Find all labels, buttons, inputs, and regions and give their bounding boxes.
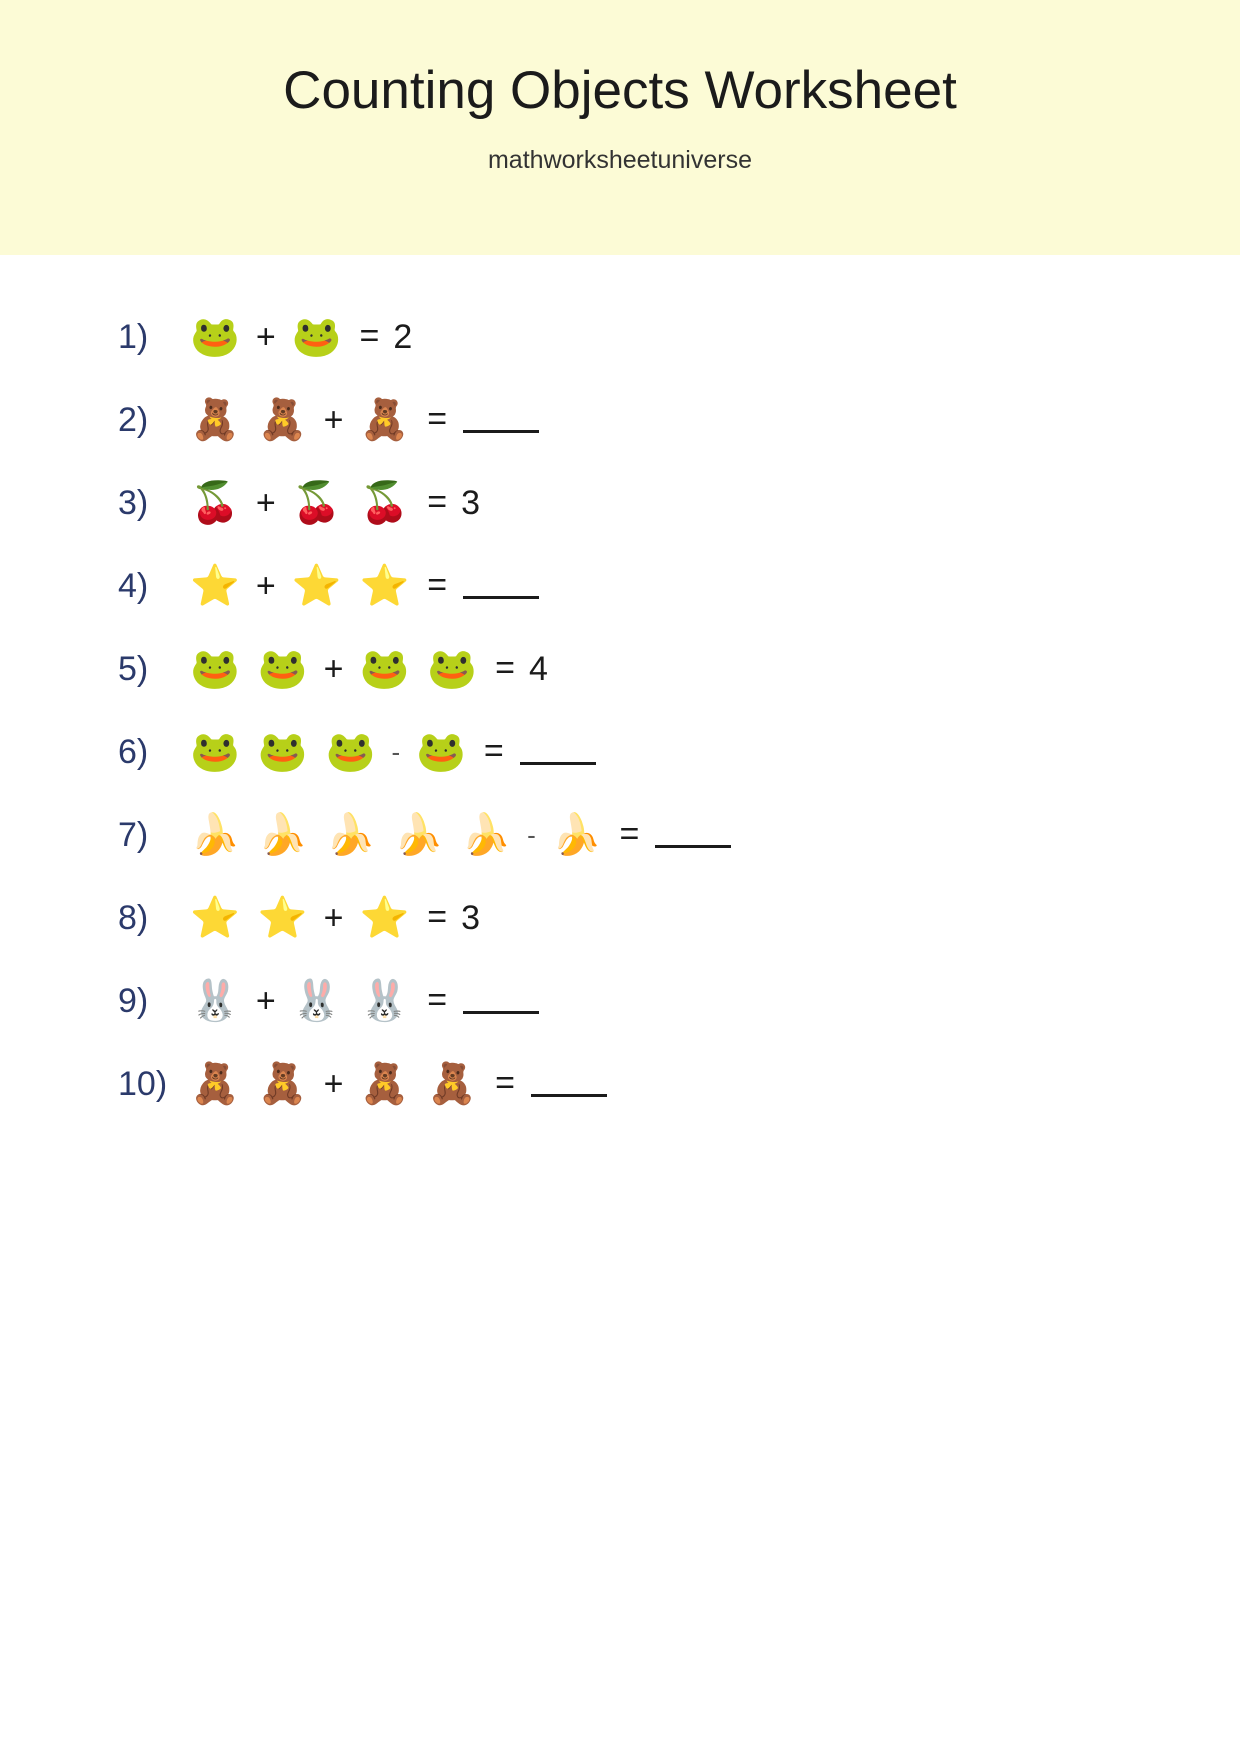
plus-operator: + bbox=[255, 483, 276, 522]
equals-sign: = bbox=[483, 732, 504, 770]
teddy-bear-icon: 🧸 bbox=[359, 397, 410, 442]
frog-face-icon: 🐸 bbox=[257, 729, 308, 774]
right-operand-group bbox=[291, 978, 410, 1023]
teddy-bear-icon: 🧸 bbox=[190, 1061, 240, 1106]
equals-sign: = bbox=[427, 981, 448, 1019]
plus-operator: + bbox=[323, 400, 344, 439]
rabbit-face-icon: 🐰 bbox=[291, 978, 342, 1023]
right-operand-group bbox=[359, 895, 410, 940]
left-operand-group bbox=[190, 646, 308, 691]
equals-sign: = bbox=[427, 566, 448, 604]
left-operand-group bbox=[190, 397, 308, 442]
teddy-bear-icon: 🧸 bbox=[190, 397, 240, 442]
problem-row bbox=[0, 544, 1240, 627]
cherries-icon: 🍒 bbox=[359, 480, 410, 525]
answer-value: 4 bbox=[528, 649, 548, 688]
problem-row bbox=[0, 959, 1240, 1042]
cherries-icon: 🍒 bbox=[291, 480, 342, 525]
answer-blank[interactable] bbox=[463, 572, 539, 599]
frog-face-icon: 🐸 bbox=[190, 646, 240, 691]
problem-number: 5) bbox=[118, 649, 149, 688]
problem-expression bbox=[190, 397, 539, 442]
problem-row bbox=[0, 876, 1240, 959]
answer-value: 3 bbox=[461, 898, 481, 937]
frog-face-icon: 🐸 bbox=[257, 646, 308, 691]
problem-row bbox=[0, 461, 1240, 544]
problem-number: 7) bbox=[118, 815, 149, 854]
banana-icon: 🍌 bbox=[461, 812, 512, 857]
plus-operator: + bbox=[255, 317, 276, 356]
problem-number: 10) bbox=[118, 1064, 168, 1103]
problem-expression bbox=[190, 563, 539, 608]
problem-row bbox=[0, 378, 1240, 461]
frog-face-icon: 🐸 bbox=[190, 729, 240, 774]
problem-number: 1) bbox=[118, 317, 149, 356]
problem-expression bbox=[190, 1061, 607, 1106]
right-operand-group bbox=[291, 314, 342, 359]
star-icon: ⭐ bbox=[257, 895, 308, 940]
problem-expression bbox=[190, 646, 548, 691]
worksheet-header bbox=[0, 0, 1240, 255]
star-icon: ⭐ bbox=[190, 895, 240, 940]
right-operand-group bbox=[359, 1061, 478, 1106]
banana-icon: 🍌 bbox=[257, 812, 308, 857]
problem-expression bbox=[190, 895, 481, 940]
equals-sign: = bbox=[495, 1064, 515, 1102]
banana-icon: 🍌 bbox=[551, 812, 602, 857]
problem-expression bbox=[190, 314, 413, 359]
answer-blank[interactable] bbox=[463, 987, 539, 1014]
left-operand-group bbox=[190, 314, 240, 359]
problem-row bbox=[0, 710, 1240, 793]
star-icon: ⭐ bbox=[291, 563, 342, 608]
problem-list bbox=[0, 295, 1240, 1125]
rabbit-face-icon: 🐰 bbox=[359, 978, 410, 1023]
plus-operator: + bbox=[323, 898, 344, 937]
problem-row bbox=[0, 793, 1240, 876]
worksheet-content bbox=[0, 255, 1240, 1125]
right-operand-group bbox=[416, 729, 466, 774]
teddy-bear-icon: 🧸 bbox=[427, 1061, 478, 1106]
problem-row bbox=[0, 295, 1240, 378]
problem-number: 8) bbox=[118, 898, 149, 937]
star-icon: ⭐ bbox=[359, 895, 410, 940]
left-operand-group bbox=[190, 729, 376, 774]
answer-blank[interactable] bbox=[655, 821, 731, 848]
problem-expression bbox=[190, 480, 481, 525]
left-operand-group bbox=[190, 563, 240, 608]
teddy-bear-icon: 🧸 bbox=[359, 1061, 410, 1106]
left-operand-group bbox=[190, 978, 240, 1023]
problem-number: 6) bbox=[118, 732, 149, 771]
answer-blank[interactable] bbox=[463, 406, 539, 433]
right-operand-group bbox=[291, 563, 410, 608]
answer-value: 3 bbox=[461, 483, 481, 522]
frog-face-icon: 🐸 bbox=[325, 729, 376, 774]
left-operand-group bbox=[190, 895, 308, 940]
equals-sign: = bbox=[619, 815, 640, 853]
banana-icon: 🍌 bbox=[325, 812, 376, 857]
right-operand-group bbox=[291, 480, 410, 525]
problem-number: 9) bbox=[118, 981, 149, 1020]
plus-operator: + bbox=[255, 981, 276, 1020]
plus-operator: + bbox=[255, 566, 276, 605]
teddy-bear-icon: 🧸 bbox=[257, 1061, 308, 1106]
right-operand-group bbox=[551, 812, 602, 857]
banana-icon: 🍌 bbox=[393, 812, 444, 857]
frog-face-icon: 🐸 bbox=[359, 646, 410, 691]
problem-number: 3) bbox=[118, 483, 149, 522]
problem-expression bbox=[190, 812, 731, 857]
answer-blank[interactable] bbox=[531, 1070, 607, 1097]
problem-number: 2) bbox=[118, 400, 149, 439]
frog-face-icon: 🐸 bbox=[291, 314, 342, 359]
equals-sign: = bbox=[427, 400, 448, 438]
teddy-bear-icon: 🧸 bbox=[257, 397, 308, 442]
equals-sign: = bbox=[427, 898, 448, 936]
problem-row bbox=[0, 1042, 1240, 1125]
star-icon: ⭐ bbox=[190, 563, 240, 608]
cherries-icon: 🍒 bbox=[190, 480, 240, 525]
rabbit-face-icon: 🐰 bbox=[190, 978, 240, 1023]
minus-operator: - bbox=[527, 819, 536, 850]
page-title: Counting Objects Worksheet bbox=[283, 61, 957, 120]
frog-face-icon: 🐸 bbox=[190, 314, 240, 359]
problem-expression bbox=[190, 729, 596, 774]
right-operand-group bbox=[359, 646, 478, 691]
left-operand-group bbox=[190, 812, 512, 857]
equals-sign: = bbox=[495, 649, 515, 687]
equals-sign: = bbox=[427, 483, 448, 521]
problem-number: 4) bbox=[118, 566, 149, 605]
page-subtitle: mathworksheetuniverse bbox=[487, 146, 752, 175]
left-operand-group bbox=[190, 1061, 308, 1106]
answer-value: 2 bbox=[393, 317, 413, 356]
equals-sign: = bbox=[359, 317, 380, 355]
frog-face-icon: 🐸 bbox=[427, 646, 478, 691]
answer-blank[interactable] bbox=[520, 738, 596, 765]
frog-face-icon: 🐸 bbox=[416, 729, 466, 774]
left-operand-group bbox=[190, 480, 240, 525]
problem-row bbox=[0, 627, 1240, 710]
plus-operator: + bbox=[323, 1064, 344, 1103]
right-operand-group bbox=[359, 397, 410, 442]
star-icon: ⭐ bbox=[359, 563, 410, 608]
banana-icon: 🍌 bbox=[190, 812, 240, 857]
problem-expression bbox=[190, 978, 539, 1023]
minus-operator: - bbox=[391, 736, 401, 767]
plus-operator: + bbox=[323, 649, 344, 688]
